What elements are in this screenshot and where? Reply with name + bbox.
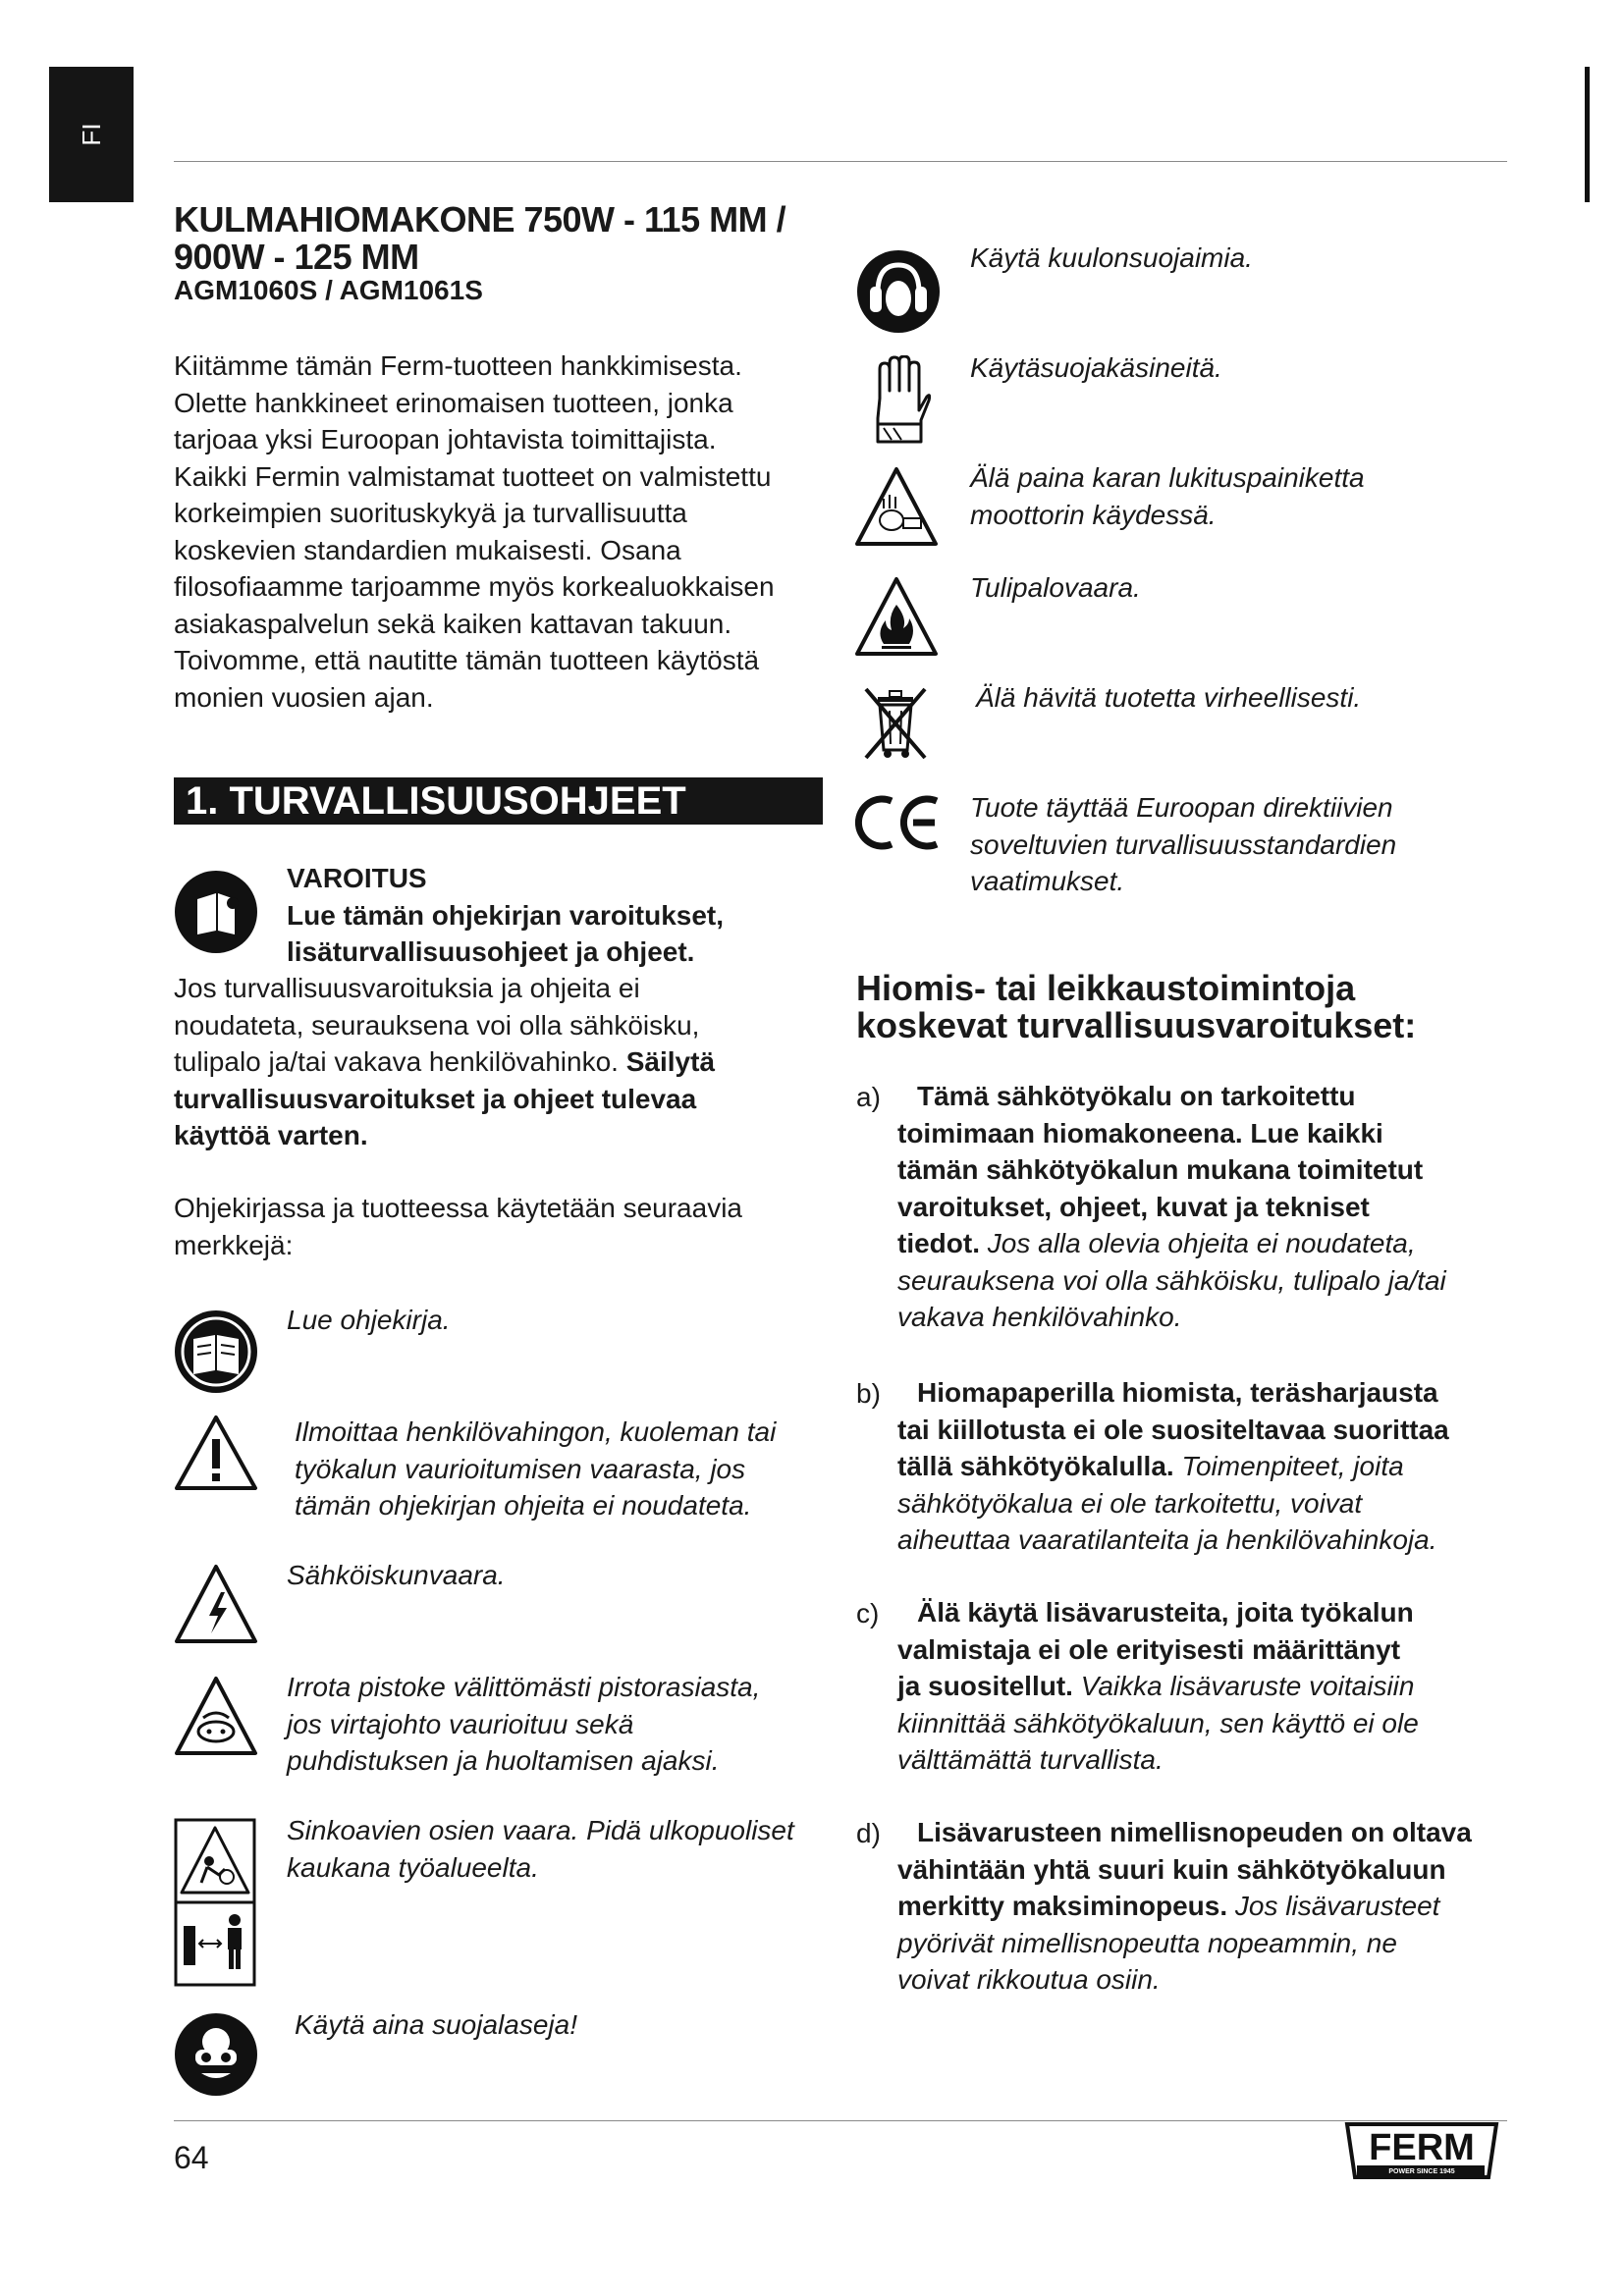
symbol-text-line: Käytä aina suojalaseja! <box>295 2009 577 2040</box>
intro-line: asiakaspalvelun sekä kaiken kattavan takuun. <box>174 608 732 639</box>
item-text-italic: Toimenpiteet, joita <box>1181 1451 1404 1481</box>
item-text-bold: valmistaja ei ole erityisesti määrittänyt <box>897 1633 1401 1665</box>
section-heading: 1. TURVALLISUUSOHJEET <box>174 777 823 825</box>
grinding-item <box>897 1594 1526 1779</box>
warning-line: Jos turvallisuusvaroituksia ja ohjeita ei <box>174 973 640 1003</box>
warning-label: VAROITUS <box>287 863 427 893</box>
language-code: FI <box>76 123 106 146</box>
grinding-item <box>897 1078 1526 1336</box>
symbol-description <box>287 1669 760 1780</box>
symbol-text-line: Käytäsuojakäsineitä. <box>970 352 1222 383</box>
warning-triangle-icon <box>174 1414 258 1492</box>
intro-line: korkeimpien suorituskykyä ja turvallisuutta <box>174 498 687 528</box>
item-text-italic: aiheuttaa vaaratilanteita ja henkilövahinkoja. <box>897 1524 1437 1555</box>
symbol-description <box>295 2006 577 2044</box>
logo-tagline: POWER SINCE 1945 <box>1388 2168 1455 2175</box>
item-text-bold: toimimaan hiomakoneena. Lue kaikki <box>897 1117 1383 1148</box>
warning-line <box>174 1043 841 1081</box>
ear-protection-icon <box>856 249 941 334</box>
symbol-text-line: Älä paina karan lukituspainiketta <box>970 462 1365 493</box>
item-text-italic: Vaikka lisävaruste voitaisiin <box>1080 1671 1415 1701</box>
symbols-intro-line: merkkejä: <box>174 1229 294 1260</box>
item-text-italic: vakava henkilövahinko. <box>897 1302 1182 1332</box>
item-text-italic: välttämättä turvallista. <box>897 1744 1164 1775</box>
item-letter: d) <box>856 1818 881 1848</box>
item-text-italic: Jos lisävarusteet <box>1234 1891 1440 1921</box>
item-letter: a) <box>856 1082 881 1112</box>
intro-paragraph <box>174 347 841 716</box>
grinding-item <box>897 1374 1526 1559</box>
symbol-description <box>295 1414 776 1524</box>
warning-line-normal: tulipalo ja/tai vakava henkilövahinko. <box>174 1046 626 1077</box>
gloves-icon <box>866 355 931 444</box>
language-tab <box>49 67 134 202</box>
symbol-text-line: soveltuvien turvallisuusstandardien <box>970 828 1397 860</box>
symbol-text-line: Sinkoavien osien vaara. Pidä ulkopuoliset <box>287 1815 794 1845</box>
item-text-italic: pyörivät nimellisnopeutta nopeammin, ne <box>897 1927 1397 1958</box>
symbol-text-line: Irrota pistoke välittömästi pistorasiasta, <box>287 1672 761 1702</box>
warning-line-bold: Säilytä <box>625 1046 716 1077</box>
weee-bin-icon <box>858 683 933 762</box>
item-text-bold: ja suositellut. <box>897 1671 1081 1701</box>
intro-line: Toivomme, että nautitte tämän tuotteen käytöstä <box>174 645 760 675</box>
page-edge-marker <box>1585 67 1590 202</box>
symbol-text-line: Käytä kuulonsuojaimia. <box>970 242 1253 273</box>
item-text-bold: tämän sähkötyökalun mukana toimitetut <box>897 1154 1424 1185</box>
grinding-safety-heading <box>856 970 1416 1044</box>
heading-line: Hiomis- tai leikkaustoimintoja <box>856 968 1356 1008</box>
symbol-description <box>287 1812 794 1886</box>
page-title-line-1: KULMAHIOMAKONE 750W - 115 MM / <box>174 199 786 240</box>
item-text-bold: tällä sähkötyökalulla. <box>897 1451 1182 1481</box>
symbol-text-line: Ilmoittaa henkilövahingon, kuoleman tai <box>295 1416 777 1447</box>
intro-line: Olette hankkineet erinomaisen tuotteen, jonka <box>174 387 733 418</box>
symbol-text-line: Tulipalovaara. <box>970 572 1141 603</box>
item-text-italic: kiinnittää sähkötyökaluun, sen käyttö ei ole <box>897 1707 1419 1738</box>
item-text-bold: Tämä sähkötyökalu on tarkoitettu <box>917 1081 1356 1111</box>
item-letter: b) <box>856 1378 881 1409</box>
item-text-italic: seurauksena voi olla sähköisku, tulipalo ja/tai <box>897 1264 1446 1296</box>
symbol-description <box>970 240 1253 277</box>
item-text-bold: Lisävarusteen nimellisnopeuden on oltava <box>917 1817 1472 1847</box>
item-text-bold: varoitukset, ohjeet, kuvat ja tekniset <box>897 1191 1370 1222</box>
item-text-bold: Hiomapaperilla hiomista, teräsharjausta <box>917 1377 1438 1408</box>
item-letter: c) <box>856 1598 880 1629</box>
bottom-rule <box>174 2120 1507 2121</box>
warning-line: noudateta, seurauksena voi olla sähköisku, <box>174 1009 700 1041</box>
symbol-text-line: Sähköiskunvaara. <box>287 1560 506 1590</box>
logo-text: FERM <box>1369 2127 1475 2168</box>
model-numbers: AGM1060S / AGM1061S <box>174 275 483 305</box>
symbols-intro-line: Ohjekirjassa ja tuotteessa käytetään seuraavia <box>174 1193 742 1223</box>
symbol-text-line: kaukana työalueelta. <box>287 1851 539 1883</box>
intro-line: filosofiaamme tarjoamme myös korkealuokkaisen <box>174 571 775 602</box>
heading-line: koskevat turvallisuusvaroitukset: <box>856 1005 1417 1045</box>
page-number: 64 <box>174 2140 209 2175</box>
item-text-bold: vähintään yhtä suuri kuin sähkötyökaluun <box>897 1853 1446 1885</box>
symbol-text-line: tämän ohjekirjan ohjeita ei noudateta. <box>295 1490 752 1521</box>
symbol-description <box>970 349 1222 387</box>
item-text-bold: tiedot. <box>897 1228 988 1258</box>
symbol-text-line: puhdistuksen ja huoltamisen ajaksi. <box>287 1745 720 1776</box>
ferm-logo <box>1343 2118 1500 2192</box>
spindle-lock-icon <box>854 465 939 548</box>
symbol-description <box>970 569 1141 607</box>
item-text-bold: tai kiillotusta ei ole suositeltavaa suorittaa <box>897 1414 1449 1445</box>
symbol-description <box>287 1302 451 1339</box>
warning-block <box>287 860 724 971</box>
ce-mark-icon <box>852 793 943 852</box>
symbol-description <box>970 459 1365 533</box>
symbol-text-line: Älä hävitä tuotetta virheellisesti. <box>976 682 1362 713</box>
electric-shock-icon <box>174 1563 258 1645</box>
symbol-text-line: Lue ohjekirja. <box>287 1305 451 1335</box>
warning-line: turvallisuusvaroitukset ja ohjeet tulevaa <box>174 1083 697 1114</box>
item-text-italic: voivat rikkoutua osiin. <box>897 1964 1161 1995</box>
item-text-italic: Jos alla olevia ohjeita ei noudateta, <box>987 1228 1416 1258</box>
fire-hazard-icon <box>854 575 939 658</box>
symbol-text-line: jos virtajohto vaurioituu sekä <box>287 1708 634 1739</box>
item-text-bold: merkitty maksiminopeus. <box>897 1891 1235 1921</box>
symbol-text-line: Tuote täyttää Euroopan direktiivien <box>970 792 1393 823</box>
intro-line: Kiitämme tämän Ferm-tuotteen hankkimisesta. <box>174 350 742 381</box>
symbol-description <box>970 789 1396 900</box>
read-manual-icon <box>174 1309 258 1394</box>
symbol-description <box>976 679 1361 717</box>
item-text-italic: sähkötyökalua ei ole tarkoitettu, voivat <box>897 1487 1363 1519</box>
symbols-intro <box>174 1190 841 1263</box>
item-text-bold: Älä käytä lisävarusteita, joita työkalun <box>917 1597 1414 1628</box>
grinding-item <box>897 1814 1526 1999</box>
unplug-icon <box>174 1675 258 1757</box>
safety-glasses-icon <box>174 2012 258 2097</box>
intro-line: tarjoaa yksi Euroopan johtavista toimittajista. <box>174 424 717 454</box>
symbol-text-line: työkalun vaurioitumisen vaarasta, jos <box>295 1453 746 1484</box>
warning-line: käyttöä varten. <box>174 1120 368 1150</box>
symbol-text-line: vaatimukset. <box>970 866 1125 896</box>
intro-line: Kaikki Fermin valmistamat tuotteet on valmistettu <box>174 460 772 492</box>
read-manual-warning-icon <box>174 870 258 954</box>
intro-line: monien vuosien ajan. <box>174 681 434 713</box>
page-title-line-2: 900W - 125 MM <box>174 237 419 277</box>
warning-bold-line: Lue tämän ohjekirjan varoitukset, <box>287 899 725 931</box>
intro-line: koskevien standardien mukaisesti. Osana <box>174 534 681 565</box>
warning-paragraph <box>174 970 841 1154</box>
symbol-text-line: moottorin käydessä. <box>970 499 1217 530</box>
symbol-description <box>287 1557 506 1594</box>
top-rule <box>174 161 1507 162</box>
flying-debris-icon <box>174 1818 256 1987</box>
warning-bold-line: lisäturvallisuusohjeet ja ohjeet. <box>287 936 695 967</box>
